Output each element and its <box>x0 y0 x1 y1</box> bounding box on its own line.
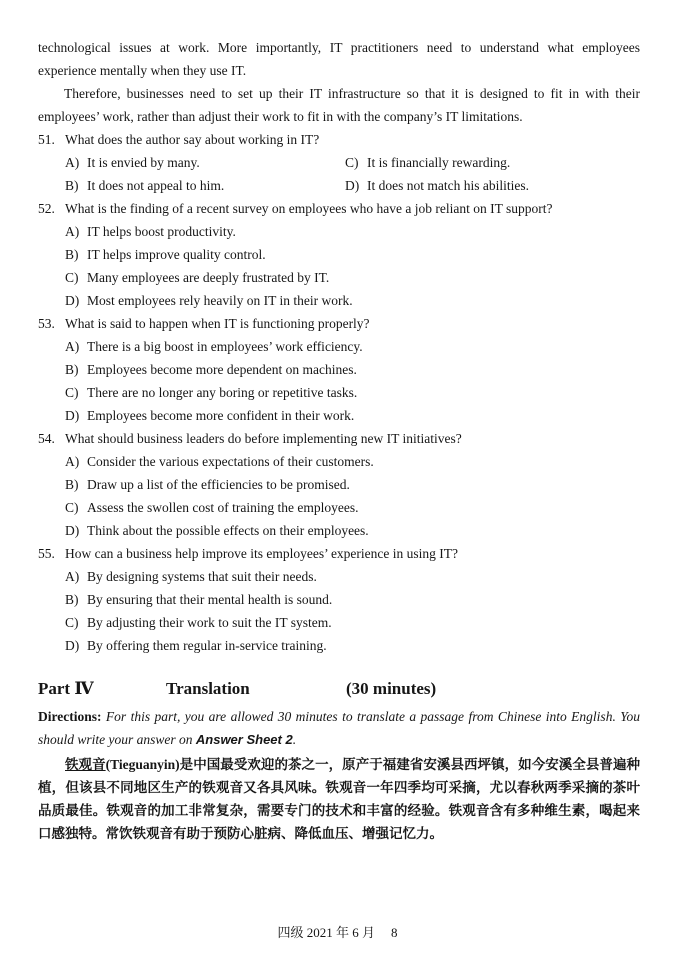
option-label: C) <box>345 155 359 170</box>
option-51-D <box>345 174 640 197</box>
option-53-C <box>65 381 640 404</box>
option-text: By ensuring that their mental health is sound. <box>87 592 333 607</box>
option-55-A <box>65 565 640 588</box>
option-label: C) <box>65 615 79 630</box>
option-label: D) <box>65 293 80 308</box>
question-55 <box>38 542 640 657</box>
option-label: D) <box>65 408 80 423</box>
option-text: Employees become more confident in their work. <box>87 408 355 423</box>
option-52-B <box>65 243 640 266</box>
option-55-B <box>65 588 640 611</box>
option-51-B <box>65 174 345 197</box>
part4-directions <box>38 705 640 751</box>
option-label: B) <box>65 592 79 607</box>
option-52-C <box>65 266 640 289</box>
question-text: What should business leaders do before implementing new IT initiatives? <box>65 431 462 446</box>
options-52 <box>38 220 640 312</box>
option-text: IT helps improve quality control. <box>87 247 266 262</box>
option-label: B) <box>65 362 79 377</box>
part4-title: Translation <box>166 679 250 698</box>
question-text: What is the finding of a recent survey on employees who have a job reliant on IT support? <box>65 201 553 216</box>
exam-page <box>38 36 640 845</box>
option-53-B <box>65 358 640 381</box>
intro-paragraph-2: Therefore, businesses need to set up their IT infrastructure so that it is designed to fit in with their employees’ work, rather than adjust their work to fit in with the company’s IT limitations. <box>38 86 640 124</box>
option-text: By designing systems that suit their needs. <box>87 569 317 584</box>
footer-page-number: 8 <box>391 925 398 940</box>
option-label: C) <box>65 270 79 285</box>
option-text: Many employees are deeply frustrated by IT. <box>87 270 330 285</box>
option-label: B) <box>65 178 79 193</box>
answer-sheet-reference: Answer Sheet 2 <box>195 732 293 747</box>
option-text: Draw up a list of the efficiencies to be promised. <box>87 477 350 492</box>
part4-duration: (30 minutes) <box>346 679 437 698</box>
option-51-A <box>65 151 345 174</box>
question-54 <box>38 427 640 542</box>
part4-label: Part Ⅳ <box>38 679 94 698</box>
option-text: It is financially rewarding. <box>367 155 511 170</box>
directions-text: For this part, you are allowed 30 minutes to translate a passage from Chinese into English. You should write your answer on <box>38 709 640 747</box>
option-label: D) <box>65 523 80 538</box>
question-text: How can a business help improve its employees’ experience in using IT? <box>65 546 459 561</box>
question-text: What does the author say about working in IT? <box>65 132 320 147</box>
options-53 <box>38 335 640 427</box>
question-number: 51. <box>38 132 55 147</box>
footer-exam-label: 四级 2021 年 6 月 <box>277 925 375 940</box>
directions-label: Directions: <box>38 709 102 724</box>
question-text: What is said to happen when IT is functioning properly? <box>65 316 370 331</box>
option-text: By offering them regular in-service training. <box>87 638 327 653</box>
option-55-D <box>65 634 640 657</box>
question-53 <box>38 312 640 427</box>
option-52-D <box>65 289 640 312</box>
option-53-A <box>65 335 640 358</box>
options-51 <box>38 151 640 197</box>
question-52 <box>38 197 640 312</box>
option-label: A) <box>65 454 80 469</box>
options-54 <box>38 450 640 542</box>
option-label: D) <box>65 638 80 653</box>
option-label: C) <box>65 385 79 400</box>
option-text: There are no longer any boring or repetitive tasks. <box>87 385 358 400</box>
part4-header <box>38 676 640 702</box>
option-text: Assess the swollen cost of training the employees. <box>87 500 359 515</box>
option-label: A) <box>65 569 80 584</box>
option-text: Most employees rely heavily on IT in their work. <box>87 293 353 308</box>
option-text: There is a big boost in employees’ work efficiency. <box>87 339 363 354</box>
passage-body: (Tieguanyin)是中国最受欢迎的茶之一，原产于福建省安溪县西坪镇，如今安溪全县普遍种植，但该县不同地区生产的铁观音又各具风味。铁观音一年四季均可采摘，尤以春秋两季采摘的茶叶品质最佳。铁观音的加工非常复杂，需要专门的技术和丰富的经验。铁观音含有多种维生素，喝起来口感独特。常饮铁观音有助于预防心脏病、降低血压、增强记忆力。 <box>38 757 640 841</box>
option-label: C) <box>65 500 79 515</box>
question-number: 55. <box>38 546 55 561</box>
option-54-B <box>65 473 640 496</box>
page-footer <box>0 922 675 941</box>
option-text: It does not match his abilities. <box>367 178 529 193</box>
option-51-C <box>345 151 640 174</box>
option-text: It does not appeal to him. <box>87 178 225 193</box>
intro-paragraph-1: technological issues at work. More importantly, IT practitioners need to understand what employees experience mentally when they use IT. <box>38 40 640 78</box>
option-text: Think about the possible effects on their employees. <box>87 523 369 538</box>
option-text: Consider the various expectations of their customers. <box>87 454 374 469</box>
question-51 <box>38 128 640 197</box>
option-53-D <box>65 404 640 427</box>
question-number: 54. <box>38 431 55 446</box>
option-label: A) <box>65 339 80 354</box>
option-text: IT helps boost productivity. <box>87 224 236 239</box>
passage-keyword-underlined: 铁观音 <box>65 757 106 772</box>
option-text: By adjusting their work to suit the IT system. <box>87 615 332 630</box>
option-54-C <box>65 496 640 519</box>
question-number: 52. <box>38 201 55 216</box>
translation-passage <box>38 753 640 845</box>
option-text: Employees become more dependent on machines. <box>87 362 357 377</box>
question-number: 53. <box>38 316 55 331</box>
option-label: A) <box>65 224 80 239</box>
option-text: It is envied by many. <box>87 155 200 170</box>
option-label: B) <box>65 247 79 262</box>
options-55 <box>38 565 640 657</box>
option-54-D <box>65 519 640 542</box>
directions-period: . <box>292 732 297 747</box>
option-label: A) <box>65 155 80 170</box>
option-label: B) <box>65 477 79 492</box>
option-label: D) <box>345 178 360 193</box>
option-52-A <box>65 220 640 243</box>
option-54-A <box>65 450 640 473</box>
option-55-C <box>65 611 640 634</box>
